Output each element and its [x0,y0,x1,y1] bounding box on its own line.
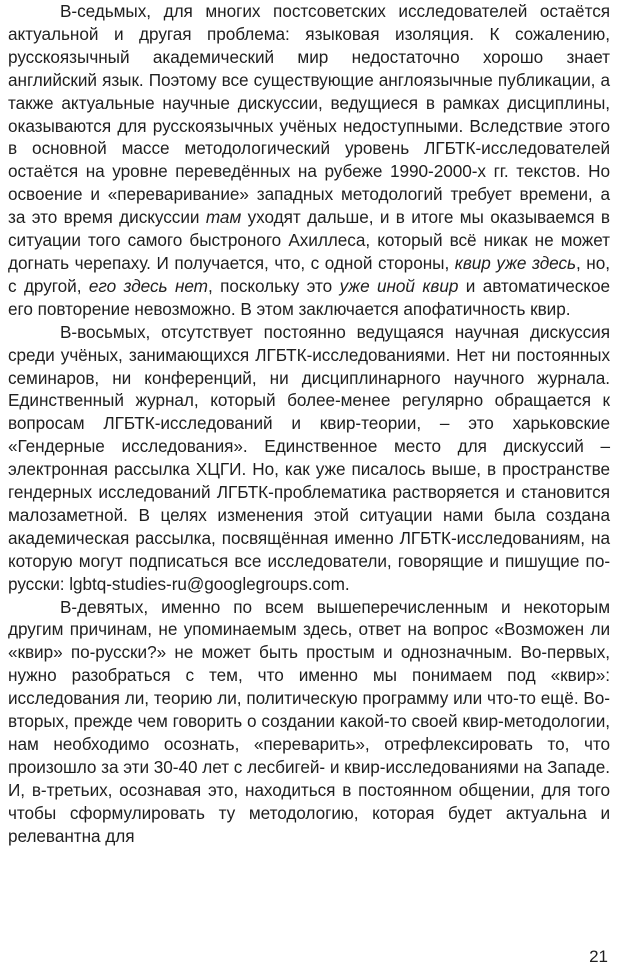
text-run: , но, с другой, [8,252,610,296]
paragraph-eighth [8,321,610,596]
text-run: В-восьмых, отсутствует постоянно ведущаяся научная дискуссия среди учёных, занимающихся ЛГБТК-исследованиями. Нет ни постоянных семинаров, ни конференций, ни дисциплинарного научного журнала. Единственный журнал, который более-менее регулярно обращается к вопросам ЛГБТК-исследований и квир-теории, – это харьковские «Гендерные исследования». Единственное место для дискуссий – электронная рассылка ХЦГИ. Но, как уже писалось выше, в пространстве гендерных исследований ЛГБТК-проблематика растворяется и становится малозаметной. В целях изменения этой ситуации нами была создана академическая рассылка, посвящённая именно ЛГБТК-исследованиям, на которую могут подписаться все исследователи, говорящие и пишущие по-русски: lgbtq-studies-ru@googlegroups.com. [8,321,610,594]
paragraph-ninth [8,596,610,848]
text-run: В-девятых, именно по всем вышеперечисленным и некоторым другим причинам, не упоминаемым здесь, ответ на вопрос «Возможен ли «квир» по-русски?» не может быть простым и однозначным. Во-первых, нужно разобраться с тем, что именно мы понимаем под «квир»: исследования ли, теорию ли, политическую программу или что-то ещё. Во-вторых, прежде чем говорить о создании какой-то своей квир-методологии, нам необходимо осознать, «переварить», отрефлексировать то, что произошло за эти 30-40 лет с лесбигей- и квир-исследованиями на Западе. И, в-третьих, осознавая это, находиться в постоянном общении, для того чтобы сформулировать ту методологию, которая будет актуальна и релевантна для [8,596,610,846]
text-run: и автоматическое его повторение невозможно. В этом заключается апофатичность квир. [8,275,610,319]
text-run: , поскольку это [207,275,340,296]
text-run: уходят дальше, и в итоге мы оказываемся в ситуации того самого быстроного Ахиллеса, который всё никак не может догнать черепаху. И получается, что, с одной стороны, [8,207,610,273]
italic-run: квир уже здесь [454,252,576,273]
text-run: В-седьмых, для многих постсоветских исследователей остаётся актуальной и другая проблема: языковая изоляция. К сожалению, русскоязычный академический мир недостаточно хорошо знает английский язык. Поэтому все существующие англоязычные публикации, а также актуальные научные дискуссии, ведущиеся в рамках дисциплины, оказываются для русскоязычных учёных недоступными. Вследствие этого в основной массе методологический уровень ЛГБТК-исследователей остаётся на уровне переведённых на рубеже 1990-2000-х гг. текстов. Но освоение и «переваривание» западных методологий требует времени, а за это время дискуссии [8,1,610,228]
paragraph-seventh [8,0,610,321]
italic-run: там [205,207,242,228]
page-number: 21 [589,947,608,966]
italic-run: его здесь нет [88,275,208,296]
italic-run: уже иной квир [339,275,459,296]
